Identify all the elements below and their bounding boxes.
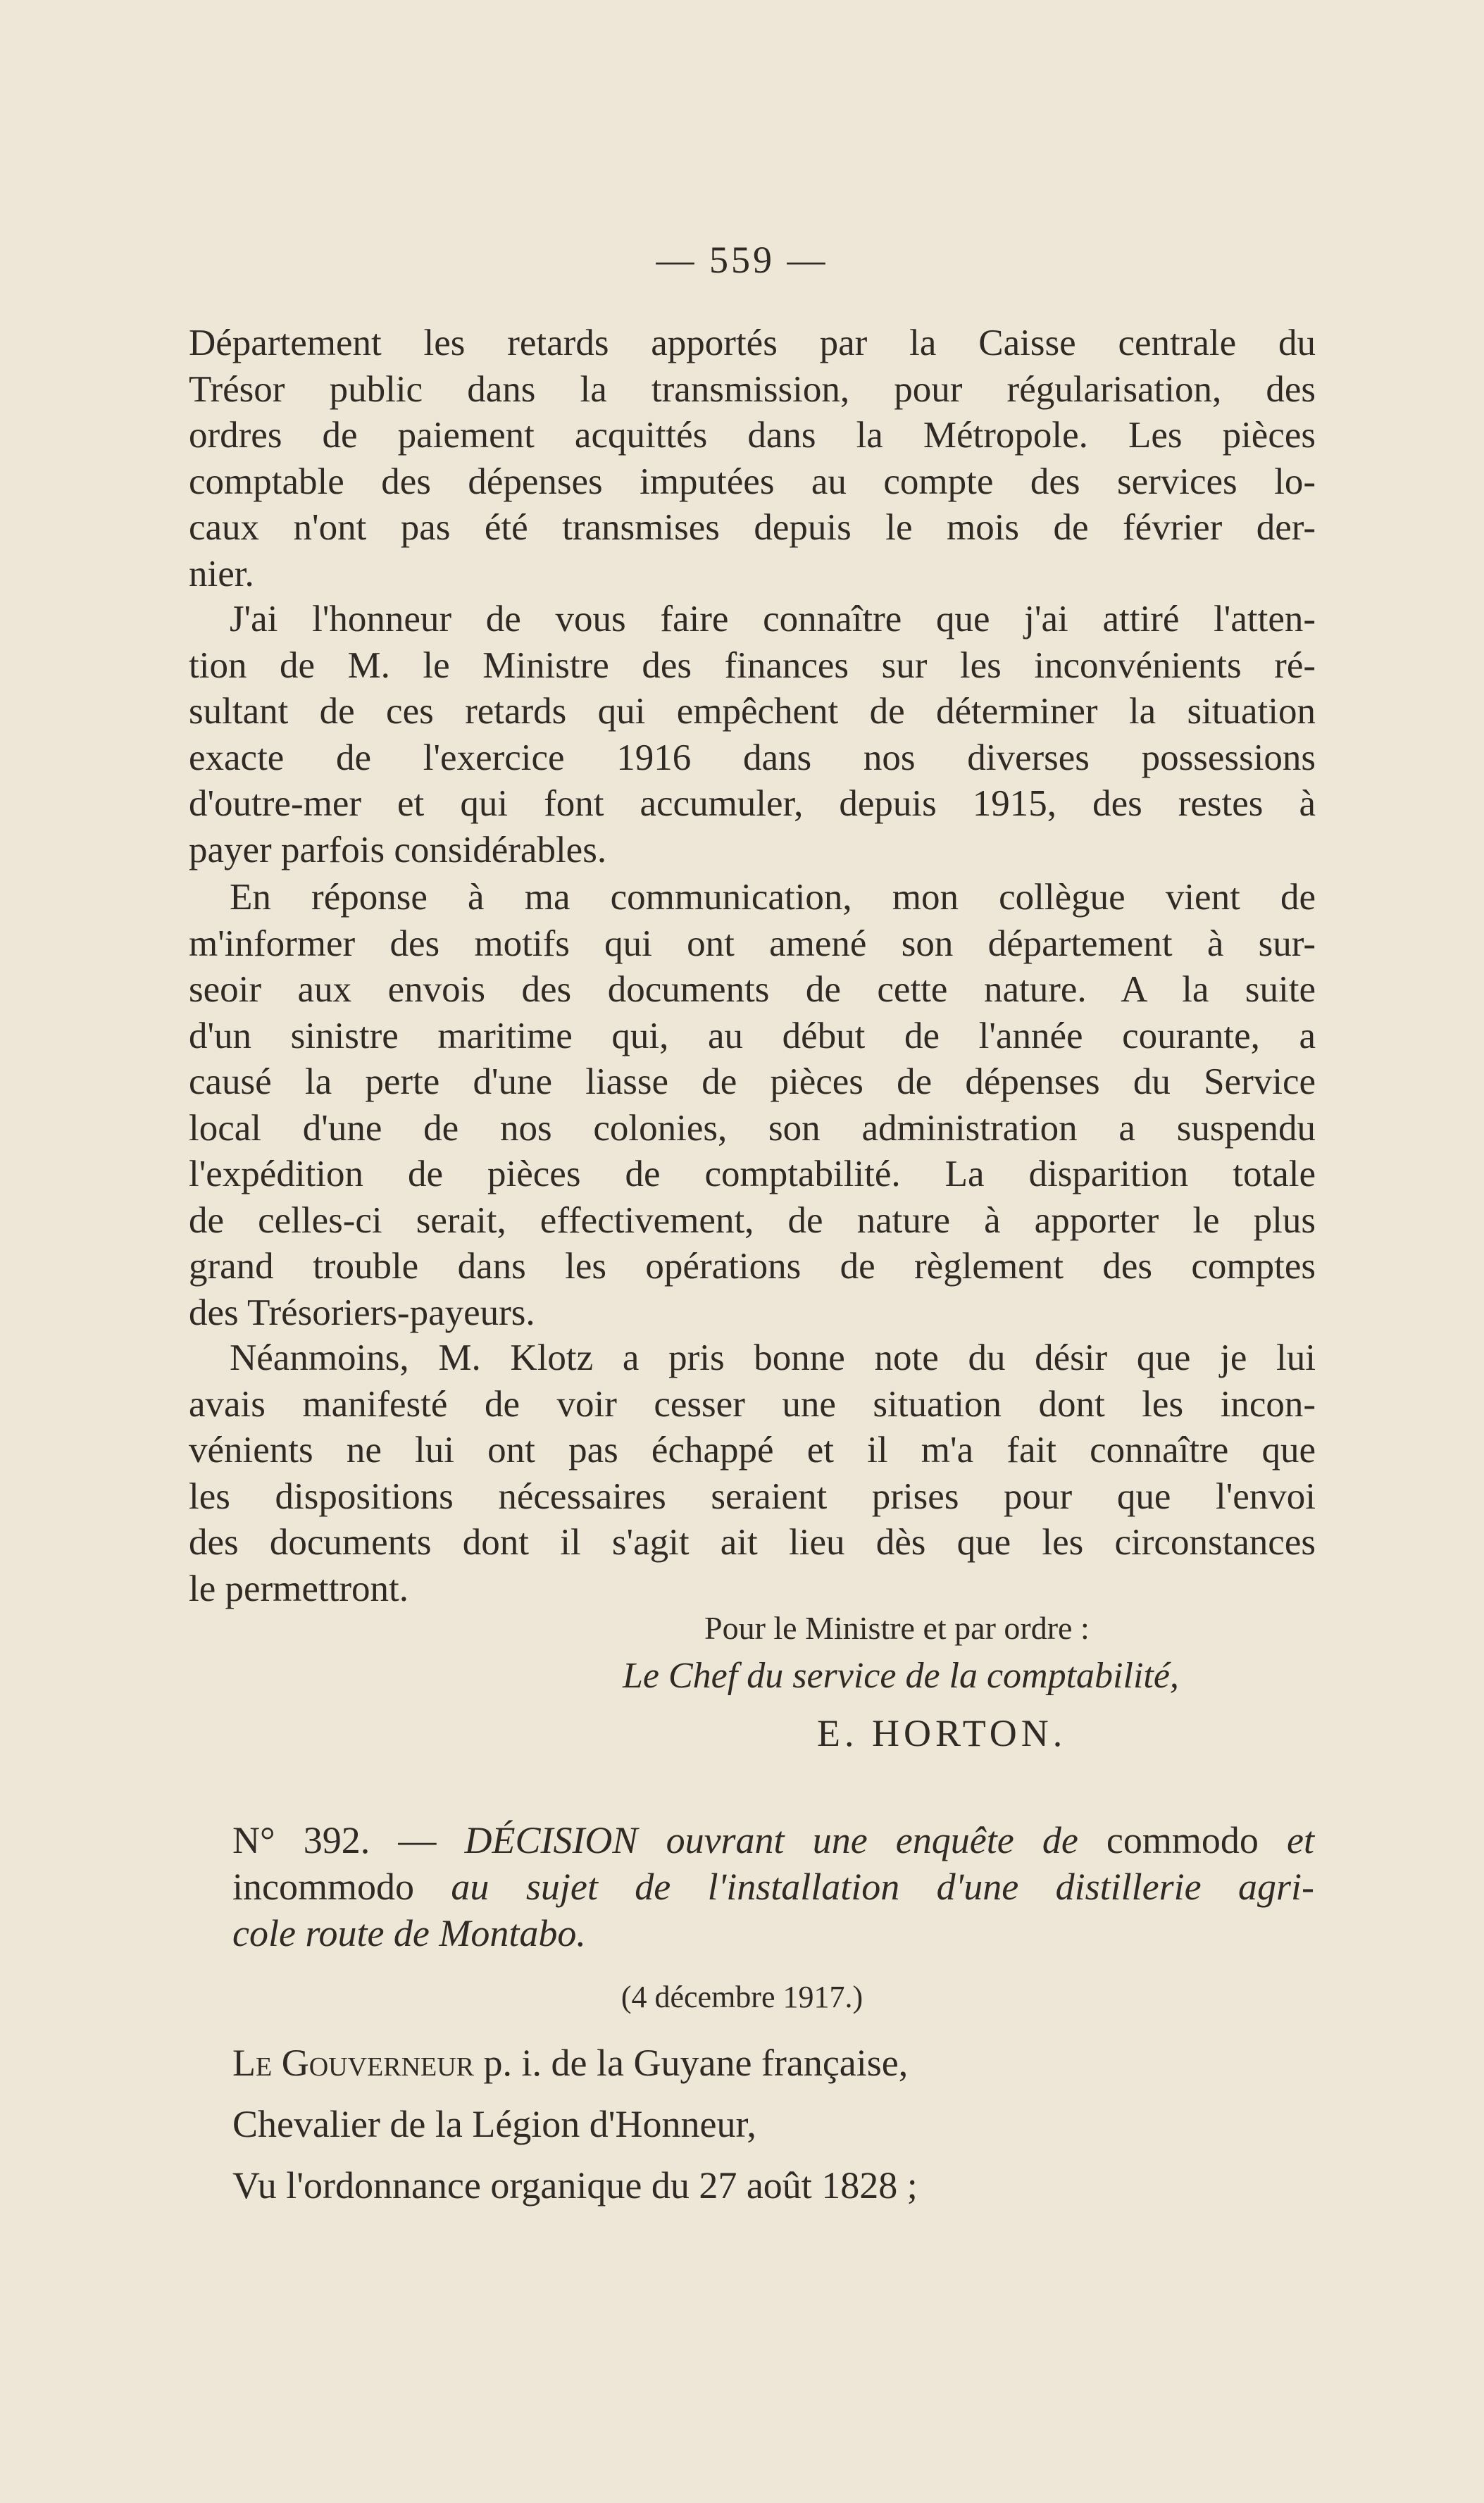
text-line: Trésor public dans la transmission, pour régularisation, des [189,368,1316,410]
governor-rest: p. i. de la Guyane française, [483,2042,909,2084]
text-line: local d'une de nos colonies, son administration a suspendu [189,1107,1316,1149]
paragraph-2 [189,597,1316,873]
decision-date: (4 décembre 1917.) [621,1980,863,2014]
signature-name: E. HORTON. [817,1712,1067,1754]
decision-title-part: au sujet de l'installation d'une distillerie agri- [451,1866,1315,1908]
text-line: des documents dont il s'agit ait lieu dès que les circonstances [189,1522,1316,1563]
paragraph-3 [189,875,1316,1336]
text-line: J'ai l'honneur de vous faire connaître que j'ai attiré l'atten- [230,599,1316,639]
decision-word: DÉCISION [464,1819,638,1861]
text-line: de celles-ci serait, effectivement, de nature à apporter le plus [189,1199,1316,1241]
text-line: Néanmoins, M. Klotz a pris bonne note du désir que je lui [230,1337,1316,1378]
text-line: des Trésoriers-payeurs. [189,1292,535,1333]
governor-title: Le Gouverneur [232,2042,475,2084]
decision-title-part: et [1287,1819,1314,1861]
decision-title-part: ouvrant une enquête de [666,1819,1078,1861]
paragraph-4 [189,1335,1316,1612]
text-line: seoir aux envois des documents de cette nature. A la suite [189,969,1316,1010]
text-line: le permettront. [189,1568,409,1609]
text-line: tion de M. le Ministre des finances sur les inconvénients ré- [189,644,1316,686]
text-line: nier. [189,553,254,594]
governor-line [232,2041,908,2085]
decision-number: N° 392. — [232,1819,437,1861]
decision-title-part: commodo [1106,1819,1259,1861]
text-line: grand trouble dans les opérations de règlement des comptes [189,1246,1316,1287]
text-line: ordres de paiement acquittés dans la Métropole. Les pièces [189,415,1316,456]
text-line: avais manifesté de voir cesser une situation dont les incon- [189,1383,1316,1425]
text-line: les dispositions nécessaires seraient prises pour que l'envoi [189,1475,1316,1517]
page-number: — 559 — [656,239,828,281]
text-line: causé la perte d'une liasse de pièces de dépenses du Service [189,1061,1316,1102]
decision-heading-line [232,1864,1314,1910]
text-line: d'outre-mer et qui font accumuler, depuis 1915, des restes à [189,783,1316,824]
decision-heading-line [232,1910,1314,1956]
text-line: Département les retards apportés par la Caisse centrale du [189,323,1316,363]
decision-heading-line [232,1817,1314,1864]
text-line: En réponse à ma communication, mon collègue vient de [230,877,1316,918]
text-line: comptable des dépenses imputées au compte des services lo- [189,461,1316,502]
text-line: sultant de ces retards qui empêchent de déterminer la situation [189,691,1316,732]
ordonnance-line: Vu l'ordonnance organique du 27 août 1828 ; [232,2164,918,2206]
text-line: m'informer des motifs qui ont amené son département à sur- [189,923,1316,964]
text-line: payer parfois considérables. [189,829,607,870]
signature-order-line: Pour le Ministre et par ordre : [704,1610,1090,1646]
decision-title-part: incommodo [232,1866,414,1908]
paragraph-1 [189,320,1316,597]
decision-heading [232,1817,1314,1956]
text-line: exacte de l'exercice 1916 dans nos diverses possessions [189,737,1316,778]
text-line: vénients ne lui ont pas échappé et il m'a fait connaître que [189,1430,1316,1471]
text-line: d'un sinistre maritime qui, au début de l'année courante, a [189,1015,1316,1056]
decision-title-part: cole route de Montabo. [232,1912,586,1954]
text-line: l'expédition de pièces de comptabilité. La disparition totale [189,1154,1316,1194]
text-line: caux n'ont pas été transmises depuis le mois de février der- [189,507,1316,548]
signature-title-line: Le Chef du service de la comptabilité, [623,1656,1179,1696]
chevalier-line: Chevalier de la Légion d'Honneur, [232,2103,756,2145]
